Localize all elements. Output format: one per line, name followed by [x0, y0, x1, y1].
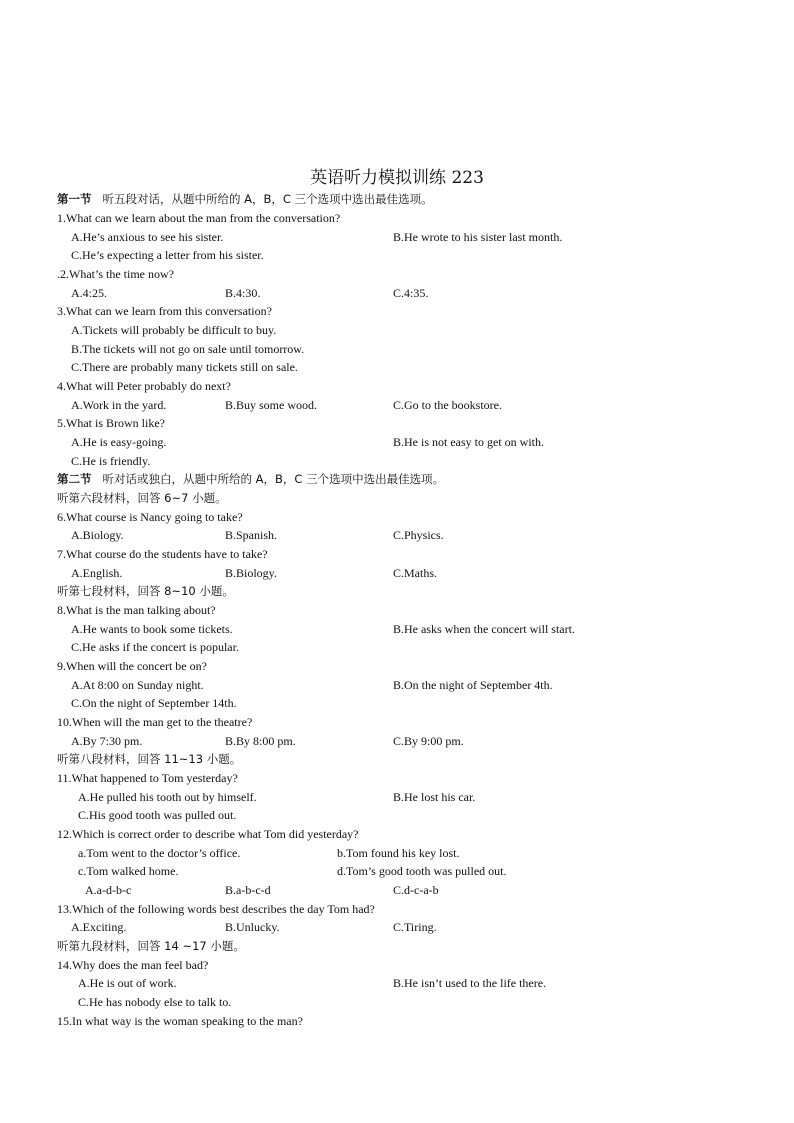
page-title: 英语听力模拟训练 223 — [310, 168, 484, 188]
question-12-option-a: A.a-d-b-c — [85, 883, 132, 897]
question-13-option-b: B.Unlucky. — [225, 920, 280, 934]
question-5-stem: 5.What is Brown like? — [57, 416, 165, 430]
question-9-option-c: C.On the night of September 14th. — [71, 696, 237, 710]
question-11-stem: 11.What happened to Tom yesterday? — [57, 771, 238, 785]
question-7-stem: 7.What course do the students have to take? — [57, 547, 268, 561]
question-10-stem: 10.When will the man get to the theatre? — [57, 715, 253, 729]
question-4-option-b: B.Buy some wood. — [225, 398, 318, 412]
question-14-option-b: B.He isn’t used to the life there. — [393, 976, 547, 990]
question-2-option-b: B.4:30. — [225, 286, 261, 300]
section-2-instruction: 听对话或独白，从题中所给的 A，B，C 三个选项中选出最佳选项。 — [102, 472, 445, 486]
question-3-option-a: A.Tickets will probably be difficult to buy. — [71, 323, 277, 337]
section-2-header — [57, 471, 444, 487]
material-6-instruction: 听第六段材料，回答 6~7 小题。 — [57, 491, 227, 505]
question-8-option-b: B.He asks when the concert will start. — [393, 622, 575, 636]
question-2-stem: .2.What’s the time now? — [57, 267, 174, 281]
material-7-instruction: 听第七段材料，回答 8~10 小题。 — [57, 584, 234, 598]
question-12-event-d: d.Tom’s good tooth was pulled out. — [337, 864, 507, 878]
question-14-option-a: A.He is out of work. — [78, 976, 177, 990]
question-14-option-c: C.He has nobody else to talk to. — [78, 995, 232, 1009]
question-6-option-b: B.Spanish. — [225, 528, 278, 542]
question-11-option-b: B.He lost his car. — [393, 790, 476, 804]
question-10-option-a: A.By 7:30 pm. — [71, 734, 143, 748]
material-9-instruction: 听第九段材料，回答 14 ~17 小题。 — [57, 939, 245, 953]
question-12-stem: 12.Which is correct order to describe what Tom did yesterday? — [57, 827, 359, 841]
question-6-option-a: A.Biology. — [71, 528, 124, 542]
question-13-option-c: C.Tiring. — [393, 920, 437, 934]
question-3-option-c: C.There are probably many tickets still on sale. — [71, 360, 298, 374]
question-10-option-c: C.By 9:00 pm. — [393, 734, 464, 748]
question-1-option-b: B.He wrote to his sister last month. — [393, 230, 563, 244]
question-3-stem: 3.What can we learn from this conversation? — [57, 304, 272, 318]
question-12-option-c: C.d-c-a-b — [393, 883, 439, 897]
question-8-option-c: C.He asks if the concert is popular. — [71, 640, 239, 654]
question-13-stem: 13.Which of the following words best describes the day Tom had? — [57, 902, 375, 916]
question-6-stem: 6.What course is Nancy going to take? — [57, 510, 243, 524]
material-8-instruction: 听第八段材料，回答 11~13 小题。 — [57, 752, 242, 766]
question-11-option-c: C.His good tooth was pulled out. — [78, 808, 237, 822]
question-1-stem: 1.What can we learn about the man from the conversation? — [57, 211, 341, 225]
question-2-option-a: A.4:25. — [71, 286, 107, 300]
question-12-event-c: c.Tom walked home. — [78, 864, 179, 878]
question-11-option-a: A.He pulled his tooth out by himself. — [78, 790, 257, 804]
question-6-option-c: C.Physics. — [393, 528, 444, 542]
question-8-stem: 8.What is the man talking about? — [57, 603, 216, 617]
section-2-label: 第二节 — [57, 472, 92, 486]
question-9-option-b: B.On the night of September 4th. — [393, 678, 553, 692]
question-12-option-b: B.a-b-c-d — [225, 883, 271, 897]
question-3-option-b: B.The tickets will not go on sale until tomorrow. — [71, 342, 305, 356]
question-5-option-c: C.He is friendly. — [71, 454, 151, 468]
question-12-event-b: b.Tom found his key lost. — [337, 846, 460, 860]
question-5-option-a: A.He is easy-going. — [71, 435, 167, 449]
section-1-header — [57, 191, 433, 207]
question-7-option-a: A.English. — [71, 566, 123, 580]
question-15-stem: 15.In what way is the woman speaking to the man? — [57, 1014, 303, 1028]
question-2-option-c: C.4:35. — [393, 286, 429, 300]
question-4-stem: 4.What will Peter probably do next? — [57, 379, 231, 393]
section-1-instruction: 听五段对话，从题中所给的 A，B，C 三个选项中选出最佳选项。 — [102, 192, 433, 206]
question-12-event-a: a.Tom went to the doctor’s office. — [78, 846, 241, 860]
question-14-stem: 14.Why does the man feel bad? — [57, 958, 209, 972]
question-5-option-b: B.He is not easy to get on with. — [393, 435, 544, 449]
question-1-option-a: A.He’s anxious to see his sister. — [71, 230, 224, 244]
question-7-option-b: B.Biology. — [225, 566, 277, 580]
question-13-option-a: A.Exciting. — [71, 920, 127, 934]
question-4-option-c: C.Go to the bookstore. — [393, 398, 502, 412]
question-8-option-a: A.He wants to book some tickets. — [71, 622, 233, 636]
question-1-option-c: C.He’s expecting a letter from his sister. — [71, 248, 264, 262]
question-9-option-a: A.At 8:00 on Sunday night. — [71, 678, 204, 692]
question-4-option-a: A.Work in the yard. — [71, 398, 167, 412]
question-9-stem: 9.When will the concert be on? — [57, 659, 207, 673]
question-10-option-b: B.By 8:00 pm. — [225, 734, 296, 748]
question-7-option-c: C.Maths. — [393, 566, 438, 580]
section-1-label: 第一节 — [57, 192, 92, 206]
